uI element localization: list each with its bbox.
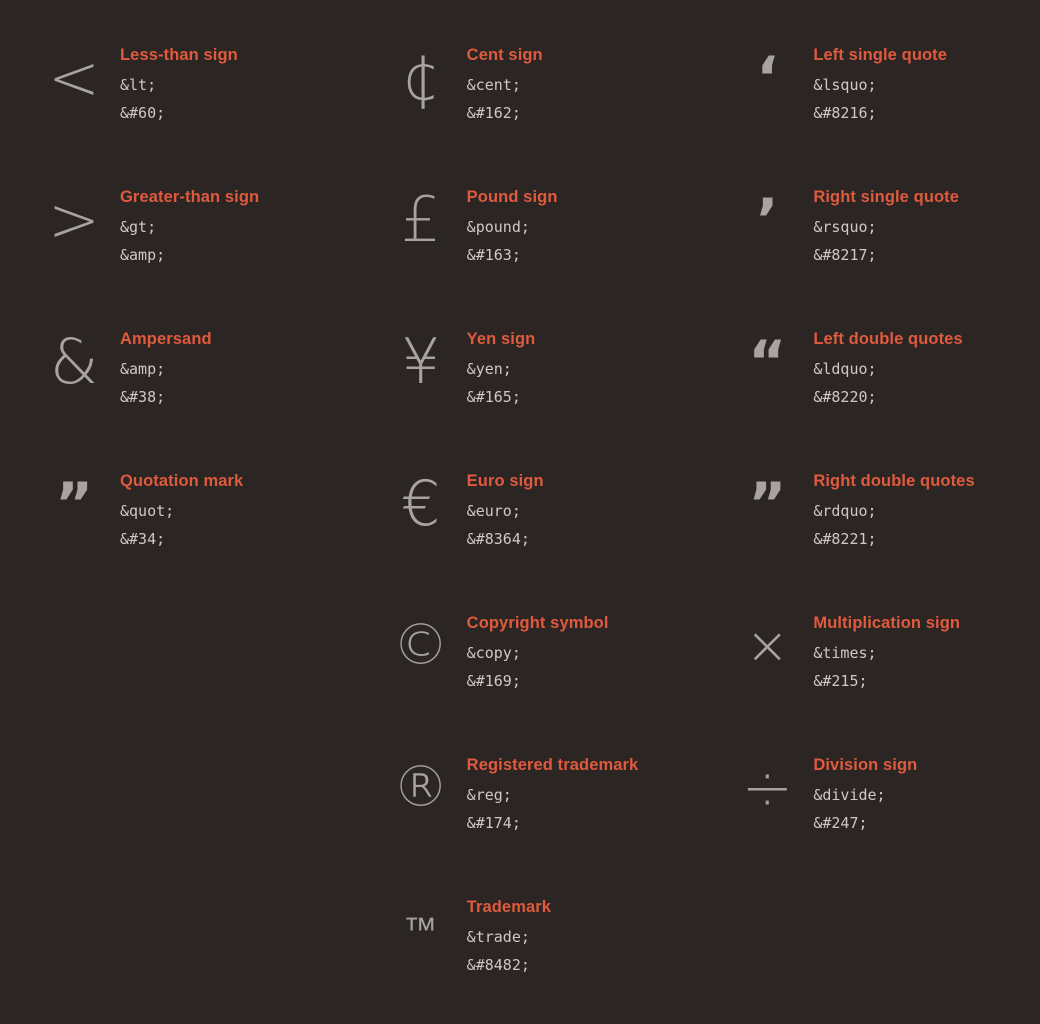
cent-glyph: ¢ bbox=[400, 41, 441, 114]
right-double-quote-glyph: ” bbox=[748, 470, 787, 538]
glyph-box bbox=[375, 598, 467, 694]
glyph-box bbox=[375, 882, 467, 978]
entity-entry bbox=[375, 740, 694, 882]
entity-title: Left double quotes bbox=[813, 330, 963, 348]
entity-entry bbox=[375, 314, 694, 456]
entity-info bbox=[467, 598, 609, 696]
entity-named-code: &lsquo; bbox=[813, 76, 877, 94]
entity-named-code: &copy; bbox=[466, 644, 521, 662]
entity-numeric-code: &#38; bbox=[120, 387, 166, 406]
entity-info bbox=[813, 456, 974, 554]
entity-info bbox=[467, 882, 551, 980]
entity-named-code: &trade; bbox=[466, 928, 530, 946]
division-glyph: ÷ bbox=[741, 751, 794, 824]
entity-numeric-code: &#247; bbox=[813, 813, 868, 832]
entity-info bbox=[120, 456, 243, 554]
entity-named-code: &gt; bbox=[120, 218, 157, 236]
trademark-glyph: ™ bbox=[403, 910, 439, 950]
entity-info bbox=[120, 30, 238, 128]
entity-numeric-code: &#8216; bbox=[813, 103, 877, 122]
entity-numeric-code: &amp; bbox=[120, 245, 166, 264]
entity-named-code: &reg; bbox=[466, 786, 512, 804]
entity-title: Less-than sign bbox=[120, 46, 238, 64]
right-single-quote-glyph: ’ bbox=[756, 186, 779, 254]
glyph-box bbox=[28, 30, 120, 126]
left-double-quote-glyph: “ bbox=[748, 328, 787, 396]
entity-named-code: &amp; bbox=[120, 360, 166, 378]
entity-info bbox=[813, 598, 960, 696]
entity-title: Copyright symbol bbox=[466, 614, 609, 632]
entity-info bbox=[813, 30, 947, 128]
glyph-box bbox=[721, 30, 813, 126]
entity-numeric-code: &#8220; bbox=[813, 387, 877, 406]
entity-numeric-code: &#8217; bbox=[813, 245, 877, 264]
entity-entry bbox=[375, 882, 694, 1024]
pound-glyph: £ bbox=[400, 183, 441, 256]
entity-named-code: &lt; bbox=[120, 76, 157, 94]
entity-entry bbox=[375, 30, 694, 172]
entity-named-code: &quot; bbox=[120, 502, 175, 520]
entity-numeric-code: &#169; bbox=[466, 671, 521, 690]
entity-title: Greater-than sign bbox=[120, 188, 260, 206]
entity-info bbox=[120, 172, 259, 270]
quotation-mark-glyph: ” bbox=[54, 470, 94, 538]
entity-title: Right single quote bbox=[813, 188, 960, 206]
entity-title: Quotation mark bbox=[120, 472, 244, 490]
glyph-box bbox=[721, 740, 813, 836]
entity-numeric-code: &#165; bbox=[466, 387, 521, 406]
glyph-box bbox=[375, 30, 467, 126]
glyph-box bbox=[721, 598, 813, 694]
entity-info bbox=[467, 456, 544, 554]
entity-title: Cent sign bbox=[466, 46, 543, 64]
entity-entry bbox=[721, 740, 1040, 882]
column-currency bbox=[347, 30, 694, 1024]
entity-entry bbox=[28, 314, 347, 456]
entity-title: Pound sign bbox=[466, 188, 558, 206]
glyph-box bbox=[375, 740, 467, 836]
entity-numeric-code: &#215; bbox=[813, 671, 868, 690]
entity-numeric-code: &#60; bbox=[120, 103, 166, 122]
entity-entry bbox=[375, 172, 694, 314]
entity-info bbox=[813, 314, 962, 412]
entity-title: Euro sign bbox=[466, 472, 544, 490]
column-quotes-math bbox=[693, 30, 1040, 1024]
entity-numeric-code: &#8221; bbox=[813, 529, 877, 548]
entity-entry bbox=[28, 172, 347, 314]
entity-named-code: &divide; bbox=[813, 786, 886, 804]
entity-numeric-code: &#174; bbox=[466, 813, 521, 832]
yen-glyph: ¥ bbox=[400, 325, 441, 398]
entity-info bbox=[467, 172, 558, 270]
entity-numeric-code: &#8364; bbox=[466, 529, 530, 548]
entity-info bbox=[467, 314, 536, 412]
less-than-glyph: < bbox=[48, 41, 100, 114]
entity-entry bbox=[721, 598, 1040, 740]
column-symbols bbox=[0, 30, 347, 598]
entity-numeric-code: &#8482; bbox=[466, 955, 530, 974]
glyph-box bbox=[375, 172, 467, 268]
entity-named-code: &times; bbox=[813, 644, 877, 662]
glyph-box bbox=[721, 314, 813, 410]
entity-named-code: &rdquo; bbox=[813, 502, 877, 520]
entity-title: Registered trademark bbox=[466, 756, 639, 774]
glyph-box bbox=[28, 314, 120, 410]
glyph-box bbox=[28, 172, 120, 268]
entity-entry bbox=[721, 172, 1040, 314]
entity-columns bbox=[0, 30, 1040, 1024]
entity-named-code: &pound; bbox=[466, 218, 530, 236]
entity-numeric-code: &#34; bbox=[120, 529, 166, 548]
glyph-box bbox=[721, 172, 813, 268]
registered-glyph: ® bbox=[392, 755, 449, 820]
entity-entry bbox=[28, 30, 347, 172]
entity-named-code: &euro; bbox=[466, 502, 521, 520]
entity-info bbox=[813, 172, 959, 270]
glyph-box bbox=[375, 456, 467, 552]
glyph-box bbox=[28, 456, 120, 552]
entity-entry bbox=[375, 598, 694, 740]
entity-numeric-code: &#163; bbox=[466, 245, 521, 264]
entity-title: Multiplication sign bbox=[813, 614, 961, 632]
entity-entry bbox=[375, 456, 694, 598]
entity-title: Right double quotes bbox=[813, 472, 975, 490]
entity-title: Division sign bbox=[813, 756, 918, 774]
entity-title: Trademark bbox=[466, 898, 552, 916]
glyph-box bbox=[721, 456, 813, 552]
multiplication-glyph: × bbox=[745, 616, 790, 676]
entity-title: Left single quote bbox=[813, 46, 948, 64]
glyph-box bbox=[375, 314, 467, 410]
entity-named-code: &yen; bbox=[466, 360, 512, 378]
greater-than-glyph: > bbox=[48, 183, 100, 256]
entity-entry bbox=[721, 30, 1040, 172]
entity-named-code: &rsquo; bbox=[813, 218, 877, 236]
entity-named-code: &cent; bbox=[466, 76, 521, 94]
euro-glyph: € bbox=[400, 467, 441, 540]
entity-info bbox=[120, 314, 212, 412]
entity-title: Ampersand bbox=[120, 330, 212, 348]
entity-info bbox=[467, 740, 639, 838]
entity-entry bbox=[28, 456, 347, 598]
entity-info bbox=[467, 30, 543, 128]
entity-named-code: &ldquo; bbox=[813, 360, 877, 378]
entity-entry bbox=[721, 456, 1040, 598]
entity-numeric-code: &#162; bbox=[466, 103, 521, 122]
entity-entry bbox=[721, 314, 1040, 456]
entity-info bbox=[813, 740, 917, 838]
left-single-quote-glyph: ‘ bbox=[756, 44, 779, 112]
copyright-glyph: © bbox=[392, 613, 449, 678]
ampersand-glyph: & bbox=[49, 325, 99, 398]
entity-title: Yen sign bbox=[466, 330, 536, 348]
